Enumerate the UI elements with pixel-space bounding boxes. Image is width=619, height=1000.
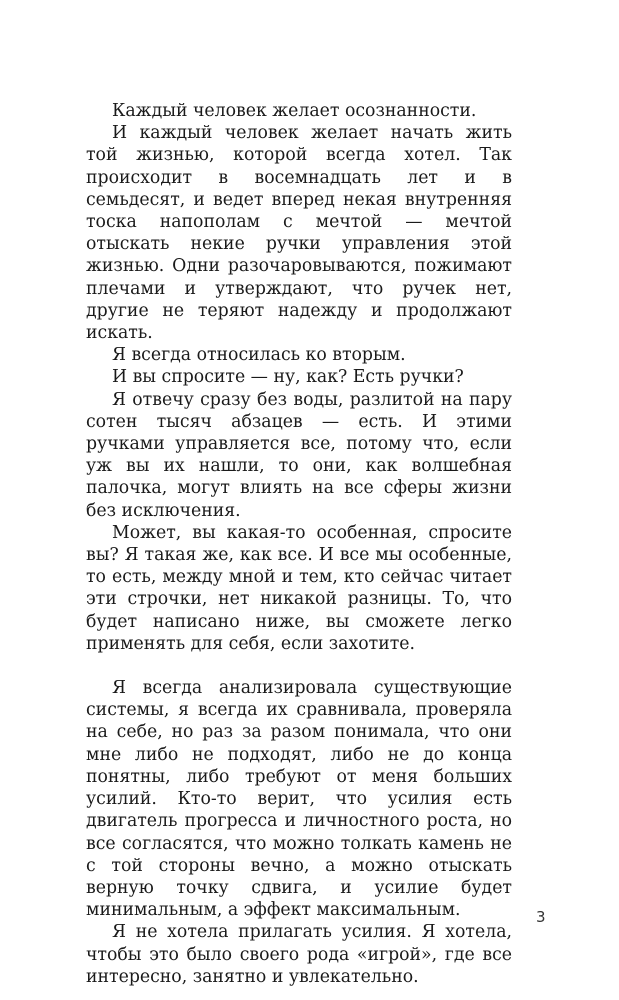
paragraph: Я всегда анализировала существующие системы, я всегда их сравнивала, проверяла на себе, но раз за разом понимала, что они мне либо не подходят, либо не до конца понятны, либо требуют от меня больших усилий. Кто-то верит, что усилия есть двигатель прогресса и личностного роста, но все согласятся, что можно толкать камень не с той стороны вечно, а можно отыскать верную точку сдвига, и усилие будет минимальным, а эффект максимальным.: [86, 678, 512, 921]
paragraph: Каждый человек желает осознанности.: [112, 101, 477, 121]
paragraph: Может, вы какая-то особенная, спросите вы? Я такая же, как все. И все мы особенные, то есть, между мной и тем, кто сейчас читает эти строчки, нет никакой разницы. То, что будет написано ниже, вы сможете легко применять для себя, если захотите.: [86, 522, 512, 654]
page-number: 3: [536, 908, 546, 926]
section-break: [86, 655, 512, 677]
paragraph: И каждый человек желает начать жить той жизнью, которой всегда хотел. Так происходит в восемнадцать лет и в семьдесят, и ведет вперед некая внутренняя тоска напополам с мечтой — мечтой отыскать некие ручки управления этой жизнью. Одни разочаровываются, пожимают плечами и утверждают, что ручек нет, другие не теряют надежду и продолжают искать.: [86, 123, 512, 344]
paragraph: Я не хотела прилагать усилия. Я хотела, чтобы это было своего рода «игрой», где все интересно, занятно и увлекательно.: [86, 922, 512, 987]
paragraph: Я всегда относилась ко вторым.: [112, 345, 406, 366]
paragraph: Я отвечу сразу без воды, разлитой на пару сотен тысяч абзацев — есть. И этими ручками управляется все, потому что, если уж вы их нашли, то они, как волшебная палочка, могут влиять на все сферы жизни без исключения.: [86, 389, 512, 521]
book-page-text: [86, 100, 512, 988]
paragraph: И вы спросите — ну, как? Есть ручки?: [112, 367, 464, 388]
